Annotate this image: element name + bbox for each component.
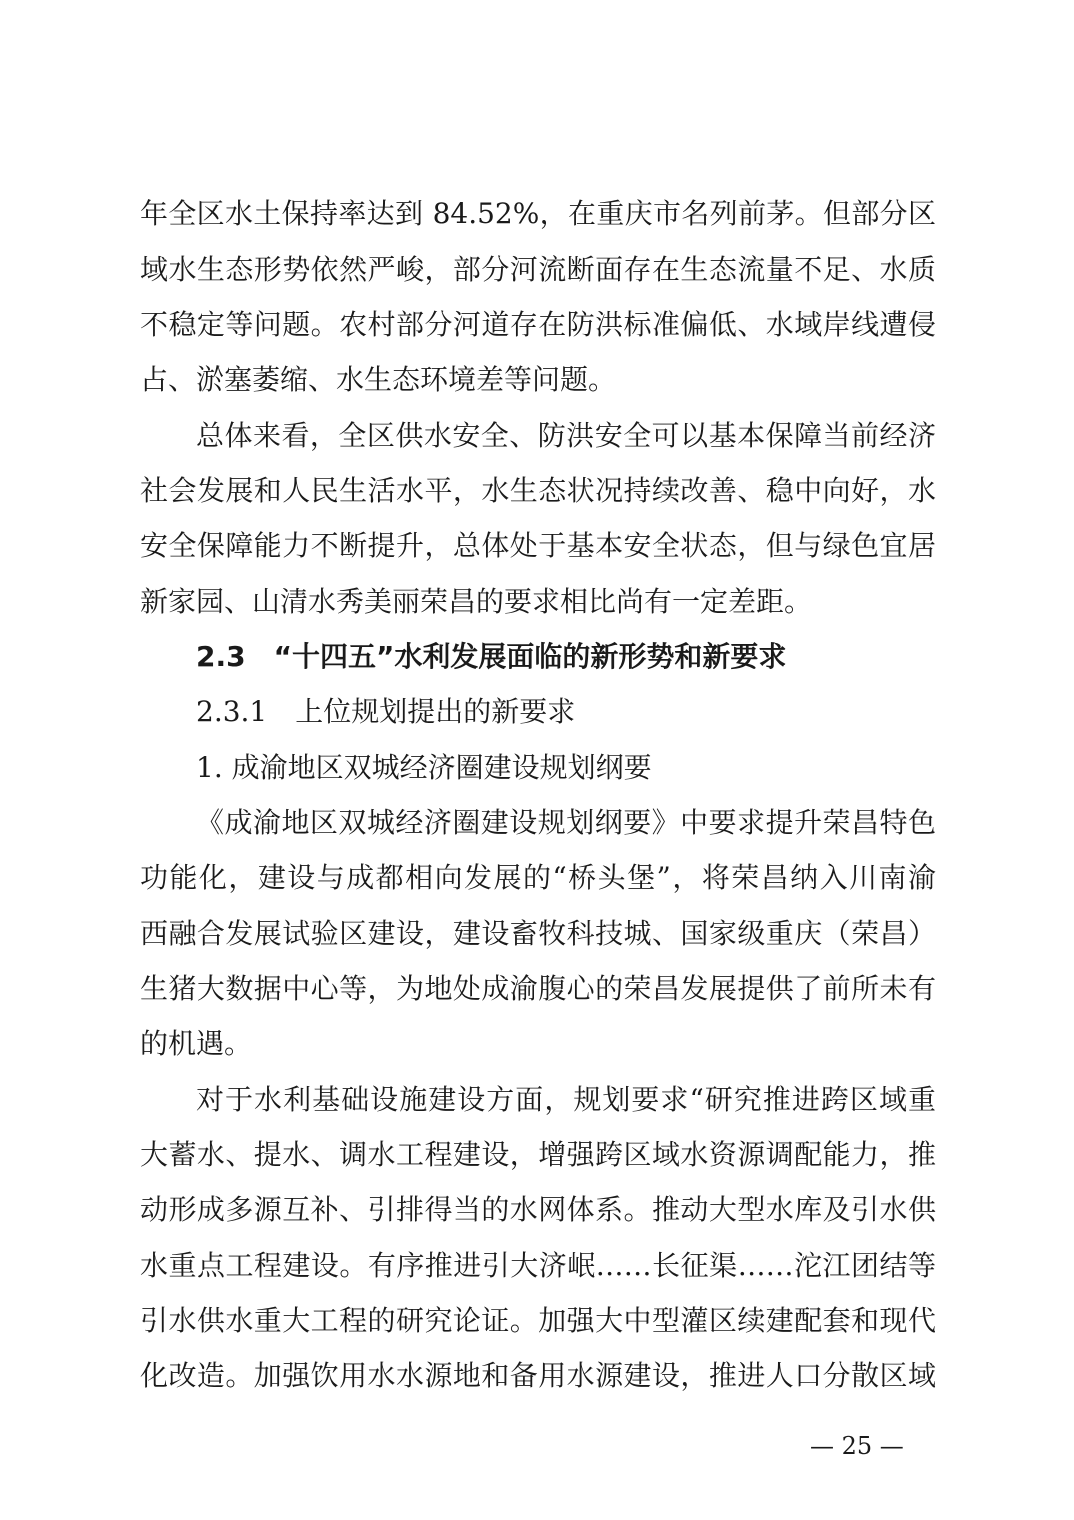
paragraph-line-7: 安全保障能力不断提升，总体处于基本安全状态，但与绿色宜居 [140, 529, 936, 562]
section-heading-2-3: 2.3 “十四五”水利发展面临的新形势和新要求 [196, 640, 787, 673]
paragraph-line-5: 总体来看，全区供水安全、防洪安全可以基本保障当前经济 [196, 419, 936, 452]
paragraph-line-3: 不稳定等问题。农村部分河道存在防洪标准偏低、水域岸线遭侵 [140, 308, 936, 341]
paragraph-line-18: 大蓄水、提水、调水工程建设，增强跨区域水资源调配能力，推 [140, 1138, 936, 1171]
paragraph-line-22: 化改造。加强饮用水水源地和备用水源建设，推进人口分散区域 [140, 1359, 936, 1392]
page-number: — 25 — [810, 1432, 904, 1460]
paragraph-line-2: 域水生态形势依然严峻，部分河流断面存在生态流量不足、水质 [140, 253, 936, 286]
paragraph-line-20: 水重点工程建设。有序推进引大济岷……长征渠……沱江团结等 [140, 1249, 936, 1282]
paragraph-line-8: 新家园、山清水秀美丽荣昌的要求相比尚有一定差距。 [140, 585, 813, 618]
paragraph-line-19: 动形成多源互补、引排得当的水网体系。推动大型水库及引水供 [140, 1193, 936, 1226]
paragraph-line-4: 占、淤塞萎缩、水生态环境差等问题。 [140, 363, 617, 396]
paragraph-line-6: 社会发展和人民生活水平，水生态状况持续改善、稳中向好，水 [140, 474, 936, 507]
paragraph-line-15: 生猪大数据中心等，为地处成渝腹心的荣昌发展提供了前所未有 [140, 972, 936, 1005]
paragraph-line-14: 西融合发展试验区建设，建设畜牧科技城、国家级重庆（荣昌） [140, 917, 936, 950]
subsection-heading-2-3-1: 2.3.1 上位规划提出的新要求 [196, 695, 576, 728]
paragraph-line-21: 引水供水重大工程的研究论证。加强大中型灌区续建配套和现代 [140, 1304, 936, 1337]
paragraph-line-13: 功能化，建设与成都相向发展的“桥头堡”，将荣昌纳入川南渝 [140, 861, 936, 894]
paragraph-line-17: 对于水利基础设施建设方面，规划要求“研究推进跨区域重 [196, 1083, 936, 1116]
paragraph-line-1: 年全区水土保持率达到 84.52%，在重庆市名列前茅。但部分区 [140, 197, 936, 230]
paragraph-line-16: 的机遇。 [140, 1027, 253, 1060]
paragraph-line-12: 《成渝地区双城经济圈建设规划纲要》中要求提升荣昌特色 [196, 806, 936, 839]
item-heading-1: 1. 成渝地区双城经济圈建设规划纲要 [196, 751, 652, 784]
